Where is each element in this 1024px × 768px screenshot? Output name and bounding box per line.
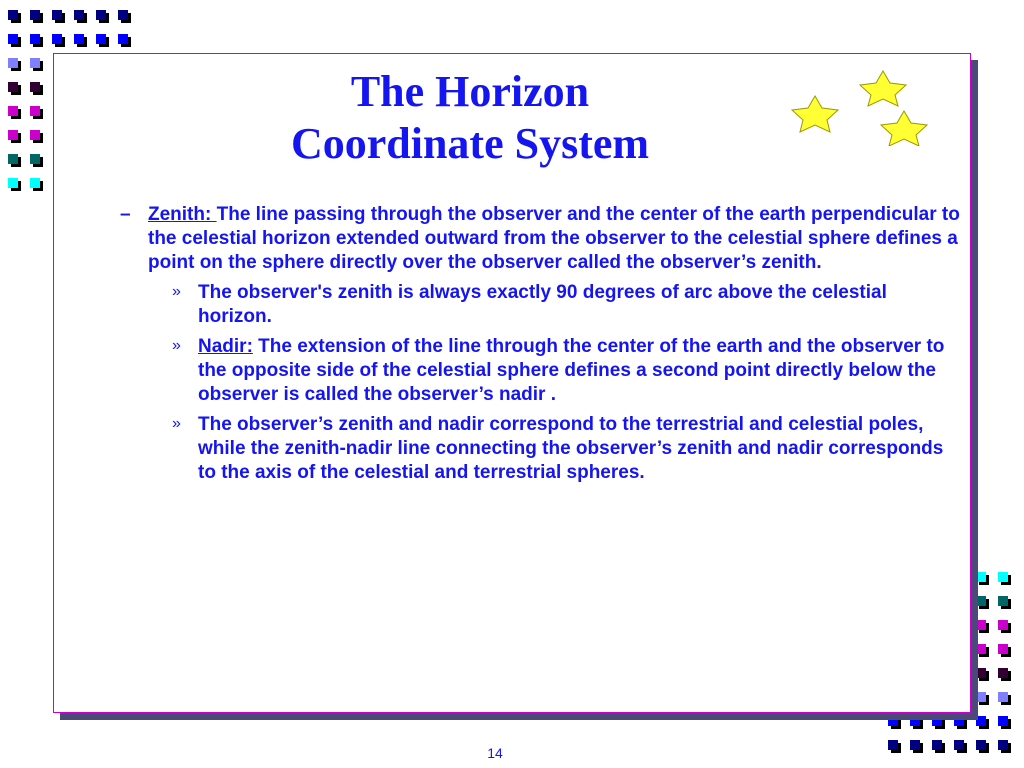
sub-bullet-text: The extension of the line through the center of the earth and the observer to the opposite side of the celestial sphere defines a second point directly below the observer is called the observer’s nadir . — [198, 336, 945, 405]
chevron-bullet-marker: » — [172, 415, 181, 432]
chevron-bullet-marker: » — [172, 283, 181, 300]
nadir-term: Nadir: — [198, 336, 253, 357]
decorative-square — [8, 10, 18, 20]
sub-bullet — [120, 335, 960, 407]
stars-decoration — [780, 66, 940, 146]
decorative-square — [74, 10, 84, 20]
title-line-2: Coordinate System — [290, 119, 650, 168]
star-icon — [792, 96, 838, 132]
decorative-square — [998, 716, 1008, 726]
decorative-square — [8, 178, 18, 188]
decorative-square — [998, 692, 1008, 702]
decorative-square — [96, 34, 106, 44]
decorative-square — [74, 34, 84, 44]
decorative-square — [52, 34, 62, 44]
decorative-square — [30, 34, 40, 44]
decorative-square — [30, 10, 40, 20]
star-icon — [860, 71, 906, 106]
sub-bullet — [120, 281, 960, 329]
star-icon — [881, 111, 927, 146]
decorative-square — [96, 10, 106, 20]
zenith-definition: The line passing through the observer and the center of the earth perpendicular to the celestial horizon extended outward from the observer to the celestial sphere defines a point on the sphere directly over the observer called the observer’s zenith. — [148, 204, 960, 273]
decorative-square — [998, 740, 1008, 750]
dash-bullet-marker: – — [120, 204, 131, 225]
sub-bullet-text: The observer's zenith is always exactly 90 degrees of arc above the celestial horizon. — [198, 282, 887, 327]
slide-content — [120, 203, 960, 485]
decorative-square — [998, 620, 1008, 630]
chevron-bullet-marker: » — [172, 337, 181, 354]
decorative-square — [8, 34, 18, 44]
decorative-square — [118, 10, 128, 20]
page-number: 14 — [487, 745, 503, 761]
decorative-square — [998, 596, 1008, 606]
decorative-square — [118, 34, 128, 44]
sub-bullet-text: The observer’s zenith and nadir correspond to the terrestrial and celestial poles, while the zenith-nadir line connecting the observer’s zenith and nadir corresponds to the axis of the celestial and terrestrial spheres. — [198, 414, 944, 483]
sub-bullet — [120, 413, 960, 485]
decorative-square — [998, 644, 1008, 654]
title-line-1: The Horizon — [350, 67, 590, 116]
decorative-square — [30, 178, 40, 188]
decorative-square — [998, 572, 1008, 582]
zenith-term: Zenith: — [148, 204, 217, 225]
main-bullet — [120, 203, 960, 275]
decorative-square — [998, 668, 1008, 678]
decorative-square — [52, 10, 62, 20]
